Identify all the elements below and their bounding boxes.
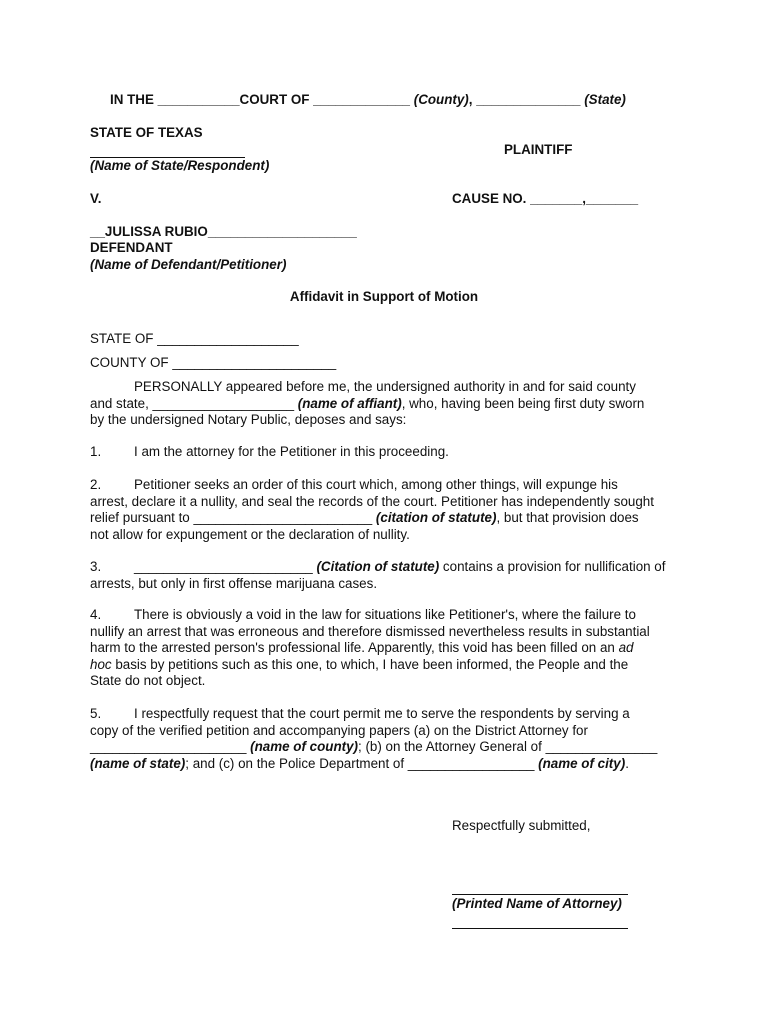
cause-number: CAUSE NO. _______,_______ xyxy=(452,191,639,206)
item-1-number: 1. xyxy=(90,444,102,459)
closing: Respectfully submitted, xyxy=(452,818,591,833)
item-5-line-1: I respectfully request that the court permit me to serve the respondents by serving a xyxy=(134,706,630,721)
item-4-line-1: There is obviously a void in the law for situations like Petitioner's, where the failure to xyxy=(134,607,636,622)
item-1-text: I am the attorney for the Petitioner in this proceeding. xyxy=(134,444,449,459)
item-4-line-3a: harm to the arrested person's professional life. Apparently, this void has been filled on an xyxy=(90,640,619,655)
item-3-line-1c: contains a provision for nullification of xyxy=(439,559,666,574)
intro-line-2a: and state, ___________________ xyxy=(90,395,298,411)
item-3-number: 3. xyxy=(90,559,102,574)
hoc-word: hoc xyxy=(90,656,112,672)
court-line-prefix: IN THE ___________COURT OF _____________ xyxy=(110,92,410,107)
item-2-line-4: not allow for expungement or the declaration of nullity. xyxy=(90,526,410,542)
signature-rule xyxy=(452,894,628,895)
venue-county: COUNTY OF ______________________ xyxy=(90,355,337,370)
item-2-line-3c: , but that provision does xyxy=(496,510,639,525)
item-4-line-4: basis by petitions such as this one, to which, I have been informed, the People and the xyxy=(111,656,629,672)
intro-line-1: PERSONALLY appeared before me, the undersigned authority in and for said county xyxy=(134,379,636,394)
item-5-line-3a: _____________________ xyxy=(90,739,251,754)
defendant-petitioner-label: (Name of Defendant/Petitioner) xyxy=(90,257,287,272)
state-label: (State) xyxy=(584,92,626,107)
versus: V. xyxy=(90,191,102,206)
city-name-label: (name of city) xyxy=(538,755,626,771)
item-3-line-1a: ________________________ xyxy=(134,559,317,574)
venue-state: STATE OF ___________________ xyxy=(90,331,299,346)
state-name-label: (name of state) xyxy=(90,755,186,771)
item-5-line-2: copy of the verified petition and accompanying papers (a) on the District Attorney for xyxy=(90,722,588,738)
item-3 xyxy=(90,559,682,592)
ad-word: ad xyxy=(618,640,634,655)
defendant-label: DEFENDANT xyxy=(90,240,173,255)
item-2-line-2: arrest, declare it a nullity, and seal the records of the court. Petitioner has independently sought xyxy=(90,493,654,509)
intro-line-3: by the undersigned Notary Public, deposes and says: xyxy=(90,412,407,427)
item-2-line-1: Petitioner seeks an order of this court which, among other things, will expunge his xyxy=(134,477,618,492)
plaintiff-label: PLAINTIFF xyxy=(504,142,573,157)
defendant-name: __JULISSA RUBIO____________________ xyxy=(90,224,357,239)
court-line-comma: , ______________ xyxy=(468,92,581,107)
citation-label-2: (Citation of statute) xyxy=(316,559,440,574)
printed-name-label: (Printed Name of Attorney) xyxy=(452,896,622,911)
court-line xyxy=(110,92,626,108)
item-4-line-2: nullify an arrest that was erroneous and therefore dismissed nevertheless results in substantial xyxy=(90,623,650,639)
item-5 xyxy=(90,706,682,772)
item-3-line-2: arrests, but only in first offense marijuana cases. xyxy=(90,575,378,591)
item-2-line-3a: relief pursuant to ________________________ xyxy=(90,510,376,525)
state-respondent-label: (Name of State/Respondent) xyxy=(90,158,270,173)
intro-line-2c: , who, having been being first duty sworn xyxy=(401,395,645,411)
state-of-texas: STATE OF TEXAS xyxy=(90,125,203,140)
county-name-label: (name of county) xyxy=(250,739,358,754)
affiant-label: (name of affiant) xyxy=(297,395,402,411)
item-4 xyxy=(90,607,682,690)
document-title: Affidavit in Support of Motion xyxy=(289,289,479,304)
item-2 xyxy=(90,477,682,543)
item-5-line-3c: ; (b) on the Attorney General of _______________ xyxy=(358,739,658,754)
county-label: (County) xyxy=(413,92,469,107)
item-4-number: 4. xyxy=(90,607,102,622)
intro-paragraph xyxy=(90,379,682,429)
date-rule xyxy=(452,928,628,929)
item-2-number: 2. xyxy=(90,477,102,492)
item-5-number: 5. xyxy=(90,706,102,721)
item-5-line-4b: ; and (c) on the Police Department of _________________ xyxy=(185,755,539,771)
citation-label-1: (citation of statute) xyxy=(375,510,497,525)
item-5-line-4d: . xyxy=(625,755,629,771)
item-1 xyxy=(90,444,682,461)
item-4-line-5: State do not object. xyxy=(90,673,206,688)
